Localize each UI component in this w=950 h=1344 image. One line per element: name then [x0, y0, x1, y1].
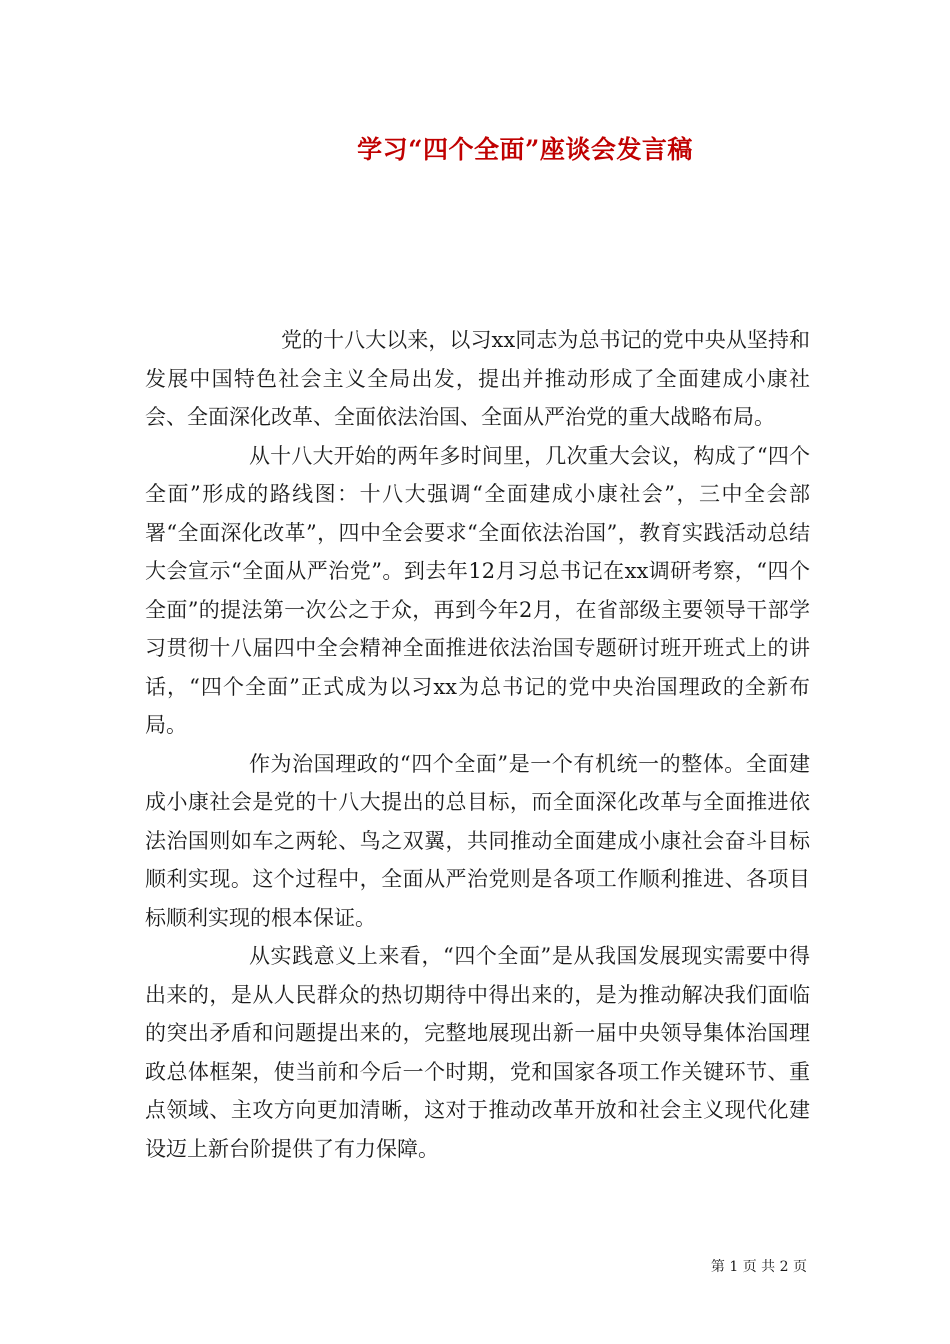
paragraph-4: 从实践意义上来看，“四个全面”是从我国发展现实需要中得出来的，是从人民群众的热切期待中得出来的，是为推动解决我们面临的突出矛盾和问题提出来的，完整地展现出新一届中央领导集体治国理政总体框架，使当前和今后一个时期，党和国家各项工作关键环节、重点领域、主攻方向更加清晰，这对于推动改革开放和社会主义现代化建设迈上新台阶提供了有力保障。: [145, 944, 810, 1161]
paragraph-3: 作为治国理政的“四个全面”是一个有机统一的整体。全面建成小康社会是党的十八大提出的总目标，而全面深化改革与全面推进依法治国则如车之两轮、鸟之双翼，共同推动全面建成小康社会奋斗目标顺利实现。这个过程中，全面从严治党则是各项工作顺利推进、各项目标顺利实现的根本保证。: [145, 751, 810, 930]
paragraph-2: 从十八大开始的两年多时间里，几次重大会议，构成了“四个全面”形成的路线图：十八大强调“全面建成小康社会”，三中全会部署“全面深化改革”，四中全会要求“全面依法治国”，教育实践活动总结大会宣示“全面从严治党”。到去年12月习总书记在xx调研考察，“四个全面”的提法第一次公之于众，再到今年2月，在省部级主要领导干部学习贯彻十八届四中全会精神全面推进依法治国专题研讨班开班式上的讲话，“四个全面”正式成为以习xx为总书记的党中央治国理政的全新布局。: [145, 443, 810, 737]
document-body: [145, 321, 810, 1168]
document-title: 学习“四个全面”座谈会发言稿: [357, 135, 693, 164]
paragraph-1: 党的十八大以来，以习xx同志为总书记的党中央从坚持和发展中国特色社会主义全局出发，提出并推动形成了全面建成小康社会、全面深化改革、全面依法治国、全面从严治党的重大战略布局。: [145, 328, 810, 429]
page-number-footer: 第 1 页 共 2 页: [710, 1259, 807, 1275]
